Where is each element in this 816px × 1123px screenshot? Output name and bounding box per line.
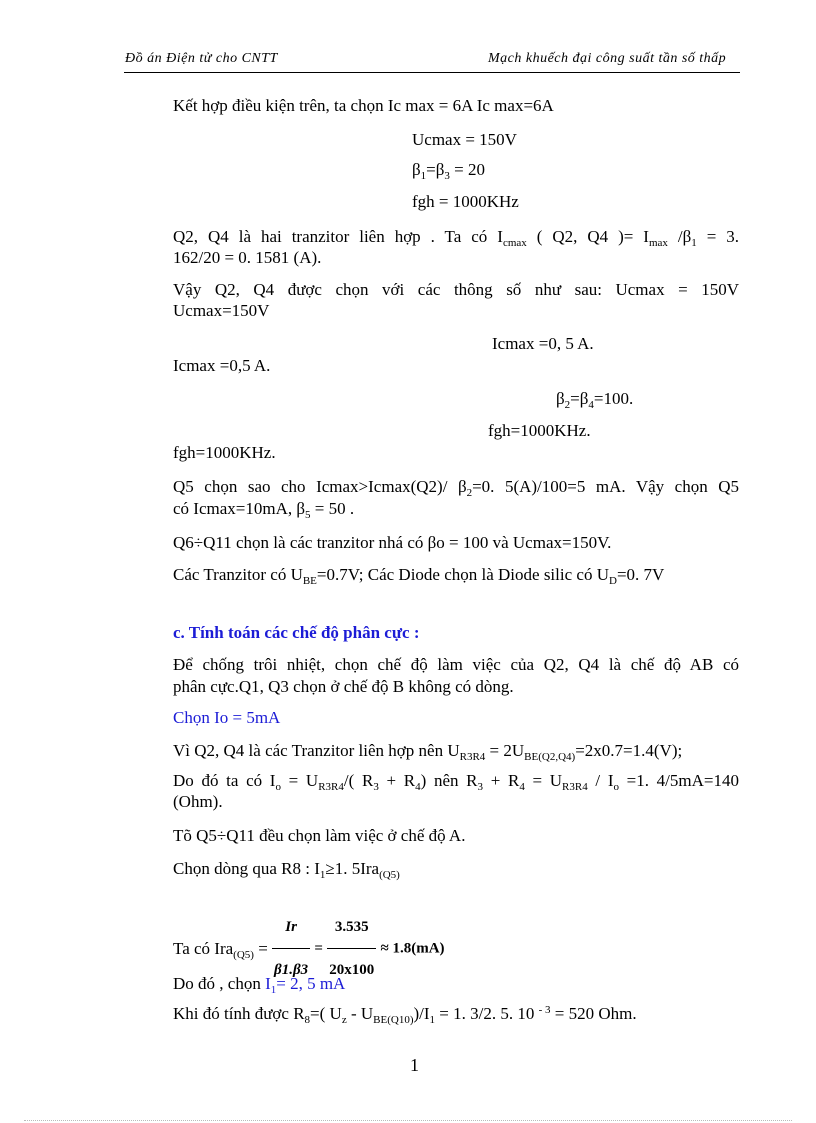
line-q2q4-a: Q2, Q4 là hai tranzitor liên hợp . Ta có $I_{cmax}$ ( Q2, Q4 )= $I_{max}$ $/\beta_1 = 3$.	[173, 227, 740, 249]
line-r8: Khi đó tính được $R_8=$( $U_z - U_{BE(Q10)})/I_1 = 1$. 3/2. 5. 10 $^{- 3}$ = 520 Ohm.	[173, 1004, 637, 1026]
line-fgh-3: fgh=1000KHz.	[173, 443, 276, 462]
line-q5q11: Tõ Q5÷Q11 đều chọn làm việc ở chế độ A.	[173, 826, 466, 845]
line-fgh-2: fgh=1000KHz.	[488, 421, 591, 440]
line-beta13: $\beta_1=\beta_3 = 20$	[412, 160, 485, 182]
line-chong-troi-b: phân cực.Q1, Q3 chọn ở chế độ B không có dòng.	[173, 677, 514, 696]
line-q2q4-b: 162/20 = 0. 1581 (A).	[173, 248, 322, 267]
line-ube: Các Tranzitor có $U_{BE}=0.7V$; Các Diode chọn là Diode silic có $U_D=0$. 7V	[173, 565, 665, 587]
header-left: Đồ án Điện tử cho CNTT	[125, 51, 278, 66]
line-params-a: Vậy Q2, Q4 được chọn với các thông số như sau: Ucmax = 150V	[173, 280, 739, 299]
line-fgh: fgh = 1000KHz	[412, 192, 519, 211]
line-ic-max: Kết hợp điều kiện trên, ta chọn Ic max = 6A Ic max=6A	[173, 96, 554, 115]
formula-result: ≈ 1.8(mA)	[380, 940, 445, 957]
line-q5-b: có Icmax=10mA, $\beta_5 = 50$ .	[173, 499, 355, 521]
page-bottom-border	[24, 1120, 792, 1121]
header-right: Mạch khuếch đại công suất tần số thấp	[488, 51, 727, 66]
line-r3r4-a: Do đó ta có $I_o = U_{R3R4}/$( $R_3 + R_4$) nên $R_3 + R_4 = U_{R3R4} / I_o =1$. 4/5mA=140	[173, 771, 739, 793]
line-chon-dong-r8: Chọn dòng qua R8 : $I_1\ge 1$. 5Ira$_{(Q5)}$	[173, 859, 400, 881]
line-chon-io: Chọn Io = 5mA	[173, 708, 281, 727]
fraction-3535: $\frac{3.535}{20x100}$	[327, 907, 376, 990]
line-beta24: $\beta_2=\beta_4=100$.	[556, 389, 634, 411]
line-ur3r4: Vì Q2, Q4 là các Tranzitor liên hợp nên $U_{R3R4} = 2U_{BE(Q2,Q4)}=2x0.7=1.4(V)$;	[173, 741, 683, 763]
line-icmax-1: Icmax =0, 5 A.	[492, 334, 594, 353]
header-rule	[124, 72, 740, 73]
line-params-b: Ucmax=150V	[173, 301, 270, 320]
line-chong-troi-a: Để chống trôi nhiệt, chọn chế độ làm việc của Q2, Q4 là chế độ AB có	[173, 655, 739, 674]
section-heading-c: c. Tính toán các chế độ phân cực :	[173, 623, 420, 642]
line-r3r4-b: (Ohm).	[173, 792, 223, 811]
fraction-ir-beta: $\frac{Ir}{\beta 1.\beta 3}$	[272, 907, 310, 990]
line-q5-a: Q5 chọn sao cho Icmax>Icmax(Q2)/ $\beta_2=0$. 5(A)/100=5 mA. Vậy chọn Q5	[173, 477, 739, 499]
line-icmax-2: Icmax =0,5 A.	[173, 356, 271, 375]
line-chon-i1: Do đó , chọn $I_1= 2$, 5 mA	[173, 974, 346, 996]
line-ucmax: Ucmax = 150V	[412, 130, 517, 149]
line-q6q11: Q6÷Q11 chọn là các tranzitor nhá có βo = 100 và Ucmax=150V.	[173, 533, 612, 552]
formula-ira: Ta có Ira$_{(Q5)}$ = $\frac{Ir}{\beta 1.\beta 3}$ = $\frac{3.535}{20x100}$ ≈ 1.8(mA)	[173, 907, 445, 947]
page-number: 1	[410, 1055, 419, 1075]
